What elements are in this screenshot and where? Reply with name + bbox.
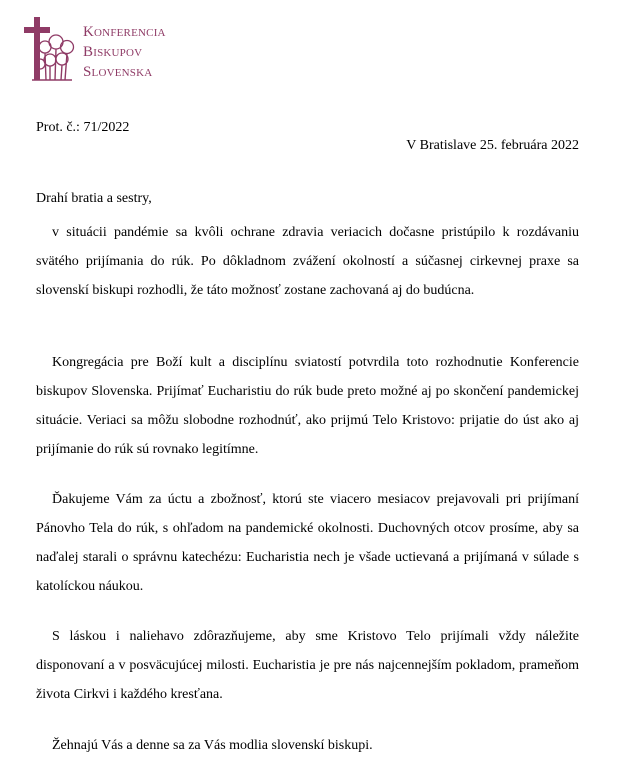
organization-name: [83, 22, 166, 82]
closing-blessing: Žehnajú Vás a denne sa za Vás modlia slovenskí biskupi.: [52, 738, 373, 753]
protocol-number: Prot. č.: 71/2022: [36, 120, 130, 135]
cross-and-trees-logo-icon: [22, 14, 82, 84]
organization-name-line: Slovenska: [83, 64, 153, 80]
paragraph: S láskou i naliehavo zdôrazňujeme, aby sme Kristovo Telo prijímali vždy náležite disponovaní a v posväcujúcej milosti. Eucharistia je pre nás najcennejším pokladom, prameňom života Cirkvi i každého kresťana.: [36, 629, 579, 702]
paragraph: Ďakujeme Vám za úctu a zbožnosť, ktorú ste viacero mesiacov prejavovali pri prijímaní Pánovho Tela do rúk, s ohľadom na pandemické okolnosti. Duchovných otcov prosíme, aby sa naďalej starali o správnu katechézu: Eucharistia nech je všade uctievaná a prijímaná v súlade s katolíckou náukou.: [36, 492, 579, 594]
paragraph: Kongregácia pre Boží kult a disciplínu sviatostí potvrdila toto rozhodnutie Konferencie biskupov Slovenska. Prijímať Eucharistiu do rúk bude preto možné aj po skončení pandemickej situácie. Veriaci sa môžu slobodne rozhodnúť, ako prijmú Telo Kristovo: prijatie do úst ako aj prijímanie do rúk sú rovnako legitímne.: [36, 355, 579, 457]
salutation: Drahí bratia a sestry,: [36, 191, 152, 206]
organization-name-line: Konferencia: [83, 24, 166, 40]
letterhead: [22, 14, 322, 86]
place-and-date: V Bratislave 25. februára 2022: [406, 138, 579, 153]
paragraph: v situácii pandémie sa kvôli ochrane zdravia veriacich dočasne pristúpilo k rozdávaniu svätého prijímania do rúk. Po dôkladnom zvážení okolností a súčasnej cirkevnej praxe sa slovenskí biskupi rozhodli, že táto možnosť zostane zachovaná aj do budúcna.: [36, 225, 579, 298]
organization-name-line: Biskupov: [83, 44, 143, 60]
